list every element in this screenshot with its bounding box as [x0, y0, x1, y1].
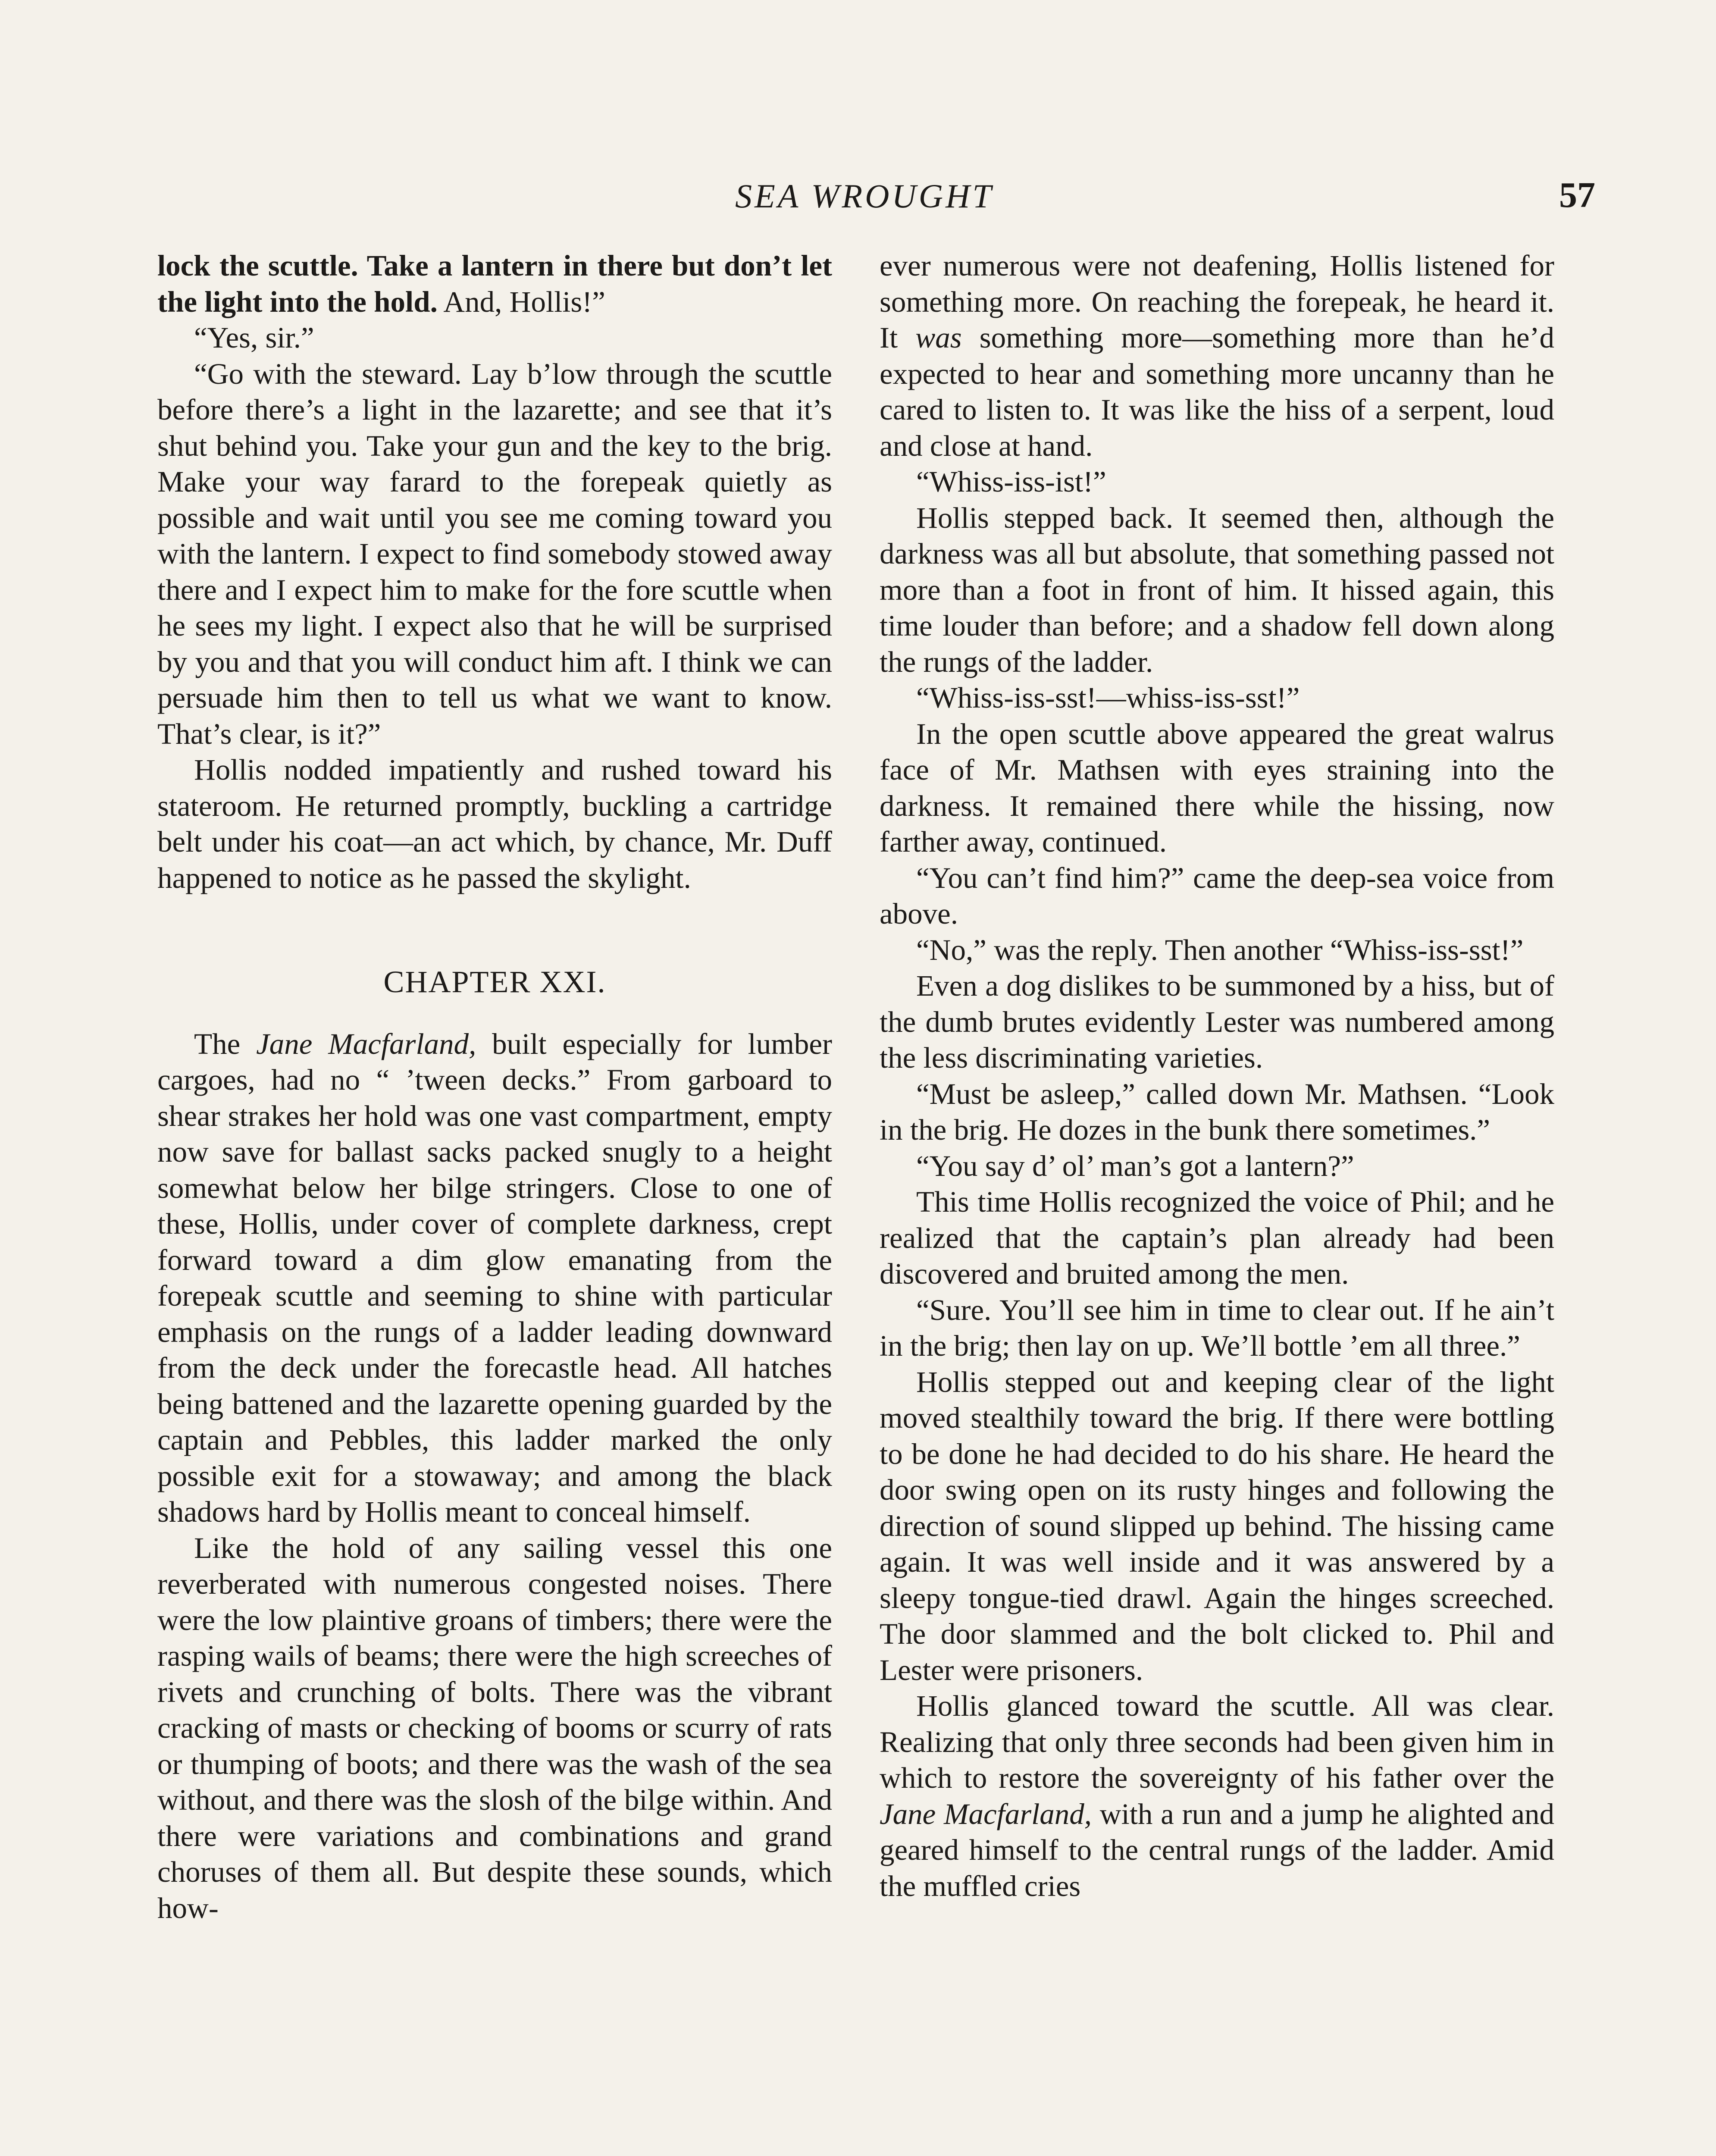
- paragraph-text: ever numerous were not deafening, Hollis listened for something more. On reaching the forepeak, he heard it. It: [880, 249, 1554, 354]
- paragraph: Hollis stepped out and keeping clear of the light moved stealthily toward the brig. If there were bottling to be done he had decided to do his share. He heard the door swing open on its rusty hinges and following the direction of sound slipped up behind. The hissing came again. It was well inside and it was answered by a sleepy tongue-tied drawl. Again the hinges screeched. The door slammed and the bolt clicked to. Phil and Lester were prisoners.: [880, 1365, 1554, 1686]
- right-column: [880, 248, 1554, 1904]
- paragraph: Hollis nodded impatiently and rushed toward his stateroom. He returned promptly, buckling a cartridge belt under his coat—an act which, by chance, Mr. Duff happened to notice as he passed the skylight.: [157, 753, 832, 894]
- paragraph: “Whiss-iss-ist!”: [916, 465, 1106, 498]
- paragraph-text: with a run and a jump he alighted and geared himself to the central rungs of the ladder. Amid the muffled cries: [880, 1797, 1554, 1902]
- paragraph: “You can’t find him?” came the deep-sea voice from above.: [880, 861, 1554, 930]
- paragraph-text: built especially for lumber cargoes, had no “ ’tween decks.” From garboard to shear strakes her hold was one vast compartment, empty now save for ballast sacks packed snugly to a height somewhat below her bilge stringers. Close to one of these, Hollis, under cover of complete darkness, crept forward toward a dim glow emanating from the forepeak scuttle and seeming to shine with particular emphasis on the rungs of a ladder leading downward from the deck under the forecastle head. All hatches being battened and the lazarette opening guarded by the captain and Pebbles, this ladder marked the only possible exit for a stowaway; and among the black shadows hard by Hollis meant to conceal himself.: [157, 1027, 832, 1528]
- left-column: [157, 248, 832, 1926]
- paragraph: “Must be asleep,” called down Mr. Mathsen. “Look in the brig. He dozes in the bunk there sometimes.”: [880, 1077, 1554, 1146]
- page-header: [0, 177, 1716, 224]
- paragraph: Even a dog dislikes to be summoned by a hiss, but of the dumb brutes evidently Lester was numbered among the less discriminating varieties.: [880, 969, 1554, 1074]
- paragraph: “Whiss-iss-sst!—whiss-iss-sst!”: [916, 681, 1300, 714]
- paragraph: Like the hold of any sailing vessel this one reverberated with numerous congested noises. There were the low plaintive groans of timbers; there were the rasping wails of beams; there were the high screeches of rivets and crunching of bolts. There was the vibrant cracking of masts or checking of booms or scurry of rats or thumping of boots; and there was the wash of the sea without, and there was the slosh of the bilge within. And there were variations and combinations and grand choruses of them all. But despite these sounds, which how-: [157, 1531, 832, 1924]
- paragraph-text: And, Hollis!”: [437, 285, 605, 318]
- paragraph: [880, 248, 1554, 464]
- paragraph-text: The: [194, 1027, 257, 1060]
- paragraph: This time Hollis recognized the voice of Phil; and he realized that the captain’s plan already had been discovered and bruited among the men.: [880, 1185, 1554, 1290]
- paragraph: [157, 1026, 832, 1530]
- chapter-heading: CHAPTER XXI.: [383, 965, 606, 999]
- paragraph: “Go with the steward. Lay b’low through the scuttle before there’s a light in the lazarette; and see that it’s shut behind you. Take your gun and the key to the brig. Make your way farard to the forepeak quietly as possible and wait until you see me coming toward you with the lantern. I expect to find somebody stowed away there and I expect him to make for the fore scuttle when he sees my light. I expect also that he will be surprised by you and that you will conduct him aft. I think we can persuade him then to tell us what we want to know. That’s clear, is it?”: [157, 357, 832, 750]
- paragraph: In the open scuttle above appeared the great walrus face of Mr. Mathsen with eyes straining into the darkness. It remained there while the hissing, now farther away, continued.: [880, 717, 1554, 858]
- paragraph: Hollis stepped back. It seemed then, although the darkness was all but absolute, that something passed not more than a foot in front of him. It hissed again, this time louder than before; and a shadow fell down along the rungs of the ladder.: [880, 501, 1554, 678]
- paragraph: [157, 248, 832, 320]
- paragraph: “Yes, sir.”: [194, 321, 314, 354]
- paragraph: “Sure. You’ll see him in time to clear out. If he ain’t in the brig; then lay on up. We’ll bottle ’em all three.”: [880, 1293, 1554, 1362]
- page-number: 57: [1559, 175, 1595, 215]
- paragraph: [880, 1688, 1554, 1904]
- ship-name: Jane Macfarland,: [880, 1797, 1092, 1830]
- running-title: SEA WROUGHT: [735, 177, 994, 215]
- paragraph: “No,” was the reply. Then another “Whiss-iss-sst!”: [916, 933, 1524, 966]
- emphasis: was: [915, 321, 962, 354]
- paragraph: “You say d’ ol’ man’s got a lantern?”: [916, 1149, 1354, 1182]
- paragraph-text: Hollis glanced toward the scuttle. All was clear. Realizing that only three seconds had been given him in which to restore the sovereignty of his father over the: [880, 1689, 1554, 1794]
- paragraph-text: something more—something more than he’d expected to hear and something more uncanny than he cared to listen to. It was like the hiss of a serpent, loud and close at hand.: [880, 321, 1554, 462]
- ship-name: Jane Macfarland,: [256, 1027, 476, 1060]
- paragraph-bold-lead: lock the scuttle. Take a lantern in there but don’t let the light into the hold.: [157, 249, 832, 318]
